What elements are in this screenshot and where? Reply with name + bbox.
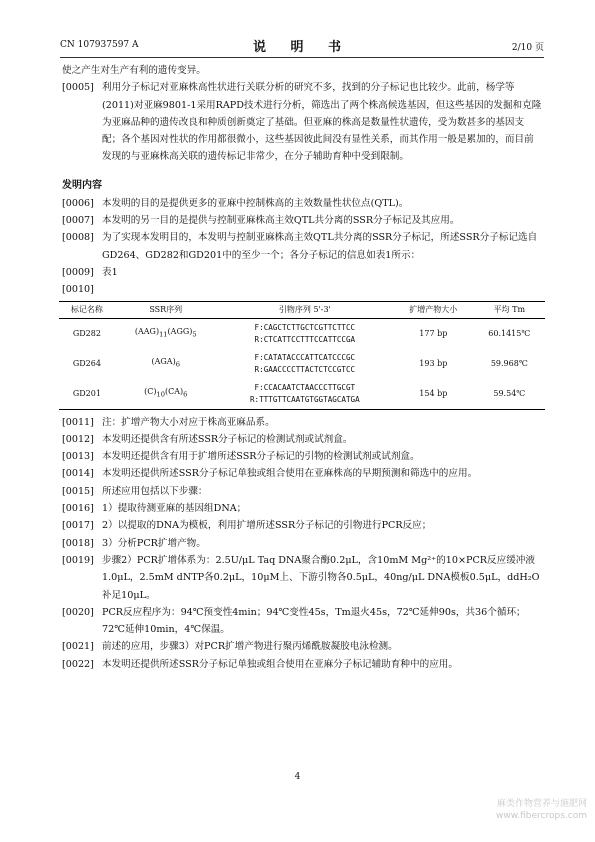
paragraph-text: 本发明的目的是提供更多的亚麻中控制株高的主效数量性状位点(QTL)。	[102, 197, 409, 209]
table-header-row	[59, 301, 545, 318]
paragraph-text: 2）以提取的DNA为模板，利用扩增所述SSR分子标记的引物进行PCR反应；	[102, 520, 432, 532]
paragraph-number: [0015]	[62, 485, 94, 497]
paragraph	[62, 465, 542, 482]
table-row	[59, 379, 545, 410]
paragraph-text: 3）分析PCR扩增产物。	[102, 537, 206, 549]
paragraph-text: 本发明的另一目的是提供与控制亚麻株高主效QTL共分离的SSR分子标记及其应用。	[102, 215, 460, 227]
watermark-url: www.fibercrops.com	[496, 811, 587, 821]
column-header: 引物序列 5'-3'	[217, 301, 393, 318]
paragraph-number: [0006]	[62, 197, 94, 209]
paragraph-list	[62, 414, 542, 673]
paragraph-text: 步骤2）PCR扩增体系为：2.5U/μL Taq DNA聚合酶0.2μL，含10mM Mg²⁺的10×PCR反应缓冲液1.0μL，2.5mM dNTP各0.2μL，10μM上、下游引物各0.5μL，40ng/μL DNA模板0.5μL，ddH₂O补足10μL。	[102, 554, 540, 601]
paragraph	[62, 483, 542, 500]
paragraph-number: [0021]	[62, 641, 94, 653]
forward-primer: F:CCACAATCTAACCCTTGCGT	[254, 382, 356, 392]
paragraph-number: [0014]	[62, 468, 94, 480]
paragraph	[62, 638, 542, 655]
column-header: 标记名称	[59, 301, 115, 318]
document-title: 说 明 书	[252, 40, 352, 55]
product-size: 177 bp	[419, 328, 448, 338]
page-indicator: 2/10 页	[511, 43, 544, 53]
forward-primer: F:CATATACCCATTCATCCCGC	[254, 352, 356, 362]
paragraph-text: 所述应用包括以下步骤：	[102, 485, 208, 497]
primer-cell	[217, 379, 393, 410]
reverse-primer: R:CTCATTCCTTTCCATTCCGA	[254, 334, 356, 344]
paragraph	[62, 517, 542, 534]
paragraph-number: [0012]	[62, 433, 94, 445]
paragraph	[62, 212, 542, 229]
primer-cell	[217, 349, 393, 379]
table-row	[59, 349, 545, 379]
paragraph-text	[102, 281, 542, 298]
paragraph	[62, 604, 542, 639]
paragraph	[62, 552, 542, 604]
reverse-primer: R:TTTGTTCAATGTGGTAGCATGA	[249, 394, 360, 404]
paragraph-text: 本发明还提供含有所述SSR分子标记的检测试剂或试剂盒。	[102, 433, 353, 445]
ssr-motif: $(AAG)_{11}(AGG)_5$	[134, 327, 197, 339]
paragraph-number: [0016]	[62, 503, 94, 515]
page-header	[60, 36, 544, 56]
paragraph-number: [0010]	[62, 284, 94, 296]
paragraph-number: [0018]	[62, 537, 94, 549]
paragraph	[62, 431, 542, 448]
paragraph-text: 为了实现本发明目的，本发明与控制亚麻株高主效QTL共分离的SSR分子标记，所述SSR分子标记选自GD264、GD282和GD201中的至少一个；各分子标记的信息如表1所示：	[102, 232, 538, 261]
reverse-primer: R:GAACCCCTTACTCTCCGTCC	[254, 364, 356, 374]
average-tm: 60.1415℃	[488, 328, 531, 338]
paragraph	[62, 264, 542, 281]
column-header: 平均 Tm	[474, 301, 545, 318]
paragraph	[62, 448, 542, 465]
paragraph-number: [0011]	[62, 416, 94, 428]
paragraph-number: [0020]	[62, 606, 94, 618]
primer-cell	[217, 318, 393, 349]
product-size: 154 bp	[393, 379, 474, 410]
forward-primer: F:CAGCTCTTGCTCGTTCTTCC	[254, 322, 356, 332]
column-header: SSR序列	[115, 301, 217, 318]
paragraph-number: [0022]	[62, 658, 94, 670]
paragraph-number: [0008]	[62, 232, 94, 244]
paragraph-number: [0005]	[62, 82, 94, 94]
paragraph	[62, 79, 542, 165]
ssr-motif: $(C)_{10}(CA)_6$	[115, 379, 217, 410]
table-row	[59, 318, 545, 349]
paragraph	[62, 656, 542, 673]
paragraph	[62, 229, 542, 264]
paragraph-number: [0009]	[62, 266, 94, 278]
average-tm: 59.54℃	[474, 379, 545, 410]
watermark	[496, 798, 587, 822]
page-number: 4	[294, 772, 301, 782]
paragraph-text: 前述的应用，步骤3）对PCR扩增产物进行聚丙烯酰胺凝胶电泳检测。	[102, 641, 398, 653]
ssr-motif: $(AGA)_6$	[151, 357, 180, 369]
column-header: 扩增产物大小	[393, 301, 474, 318]
paragraph-number: [0019]	[62, 554, 94, 566]
patent-number: CN 107937597 A	[60, 40, 139, 50]
watermark-title: 麻类作物营养与施肥网	[496, 799, 587, 809]
header-divider	[60, 57, 544, 58]
paragraph-text: 本发明还提供所述SSR分子标记单独或组合使用在亚麻分子标记辅助育种中的应用。	[102, 658, 458, 670]
paragraph-number: [0007]	[62, 215, 94, 227]
paragraph-text: 本发明还提供所述SSR分子标记单独或组合使用在亚麻株高的早期预测和筛选中的应用。	[102, 468, 478, 480]
section-heading: 发明内容	[62, 179, 102, 191]
product-size: 193 bp	[419, 358, 448, 368]
continued-text: 使之产生对生产有利的遗传变异。	[62, 65, 206, 76]
paragraph-text: 利用分子标记对亚麻株高性状进行关联分析的研究不多，找到的分子标记也比较少。此前，杨学等(2011)对亚麻9801-1采用RAPD技术进行分析，筛选出了两个株高候选基因，但这些基因的发掘和克隆为亚麻品种的遗传改良和种质创新奠定了基础。但亚麻的株高是数量性状遗传，受为数甚多的基因支配；各个基因对性状的作用都很微小，这些基因彼此间没有显性关系，而其作用一般是累加的，而目前发现的与亚麻株高关联的遗传标记非常少，在分子辅助育种中受到限制。	[102, 82, 542, 163]
average-tm: 59.968℃	[490, 358, 528, 368]
paragraph	[62, 281, 542, 298]
table-caption: 表1	[102, 266, 118, 278]
paragraph	[62, 195, 542, 212]
paragraph	[62, 535, 542, 552]
marker-name: GD282	[72, 328, 101, 338]
paragraph-number: [0017]	[62, 520, 94, 532]
document-body	[62, 62, 542, 673]
marker-name: GD201	[59, 379, 115, 410]
paragraph	[62, 500, 542, 517]
paragraph-number: [0013]	[62, 451, 94, 463]
paragraph	[62, 414, 542, 431]
paragraph-text: 注：扩增产物大小对应于株高亚麻品系。	[102, 416, 275, 428]
marker-name: GD264	[72, 358, 101, 368]
paragraph-text: PCR反应程序为：94℃预变性4min；94℃变性45s，Tm退火45s，72℃延伸90s，共36个循环；72℃延伸10min，4℃保温。	[102, 606, 526, 636]
marker-table	[59, 301, 545, 410]
paragraph-text: 1）提取待测亚麻的基因组DNA；	[102, 503, 247, 515]
paragraph-text: 本发明还提供含有用于扩增所述SSR分子标记的引物的检测试剂或试剂盒。	[102, 451, 420, 463]
